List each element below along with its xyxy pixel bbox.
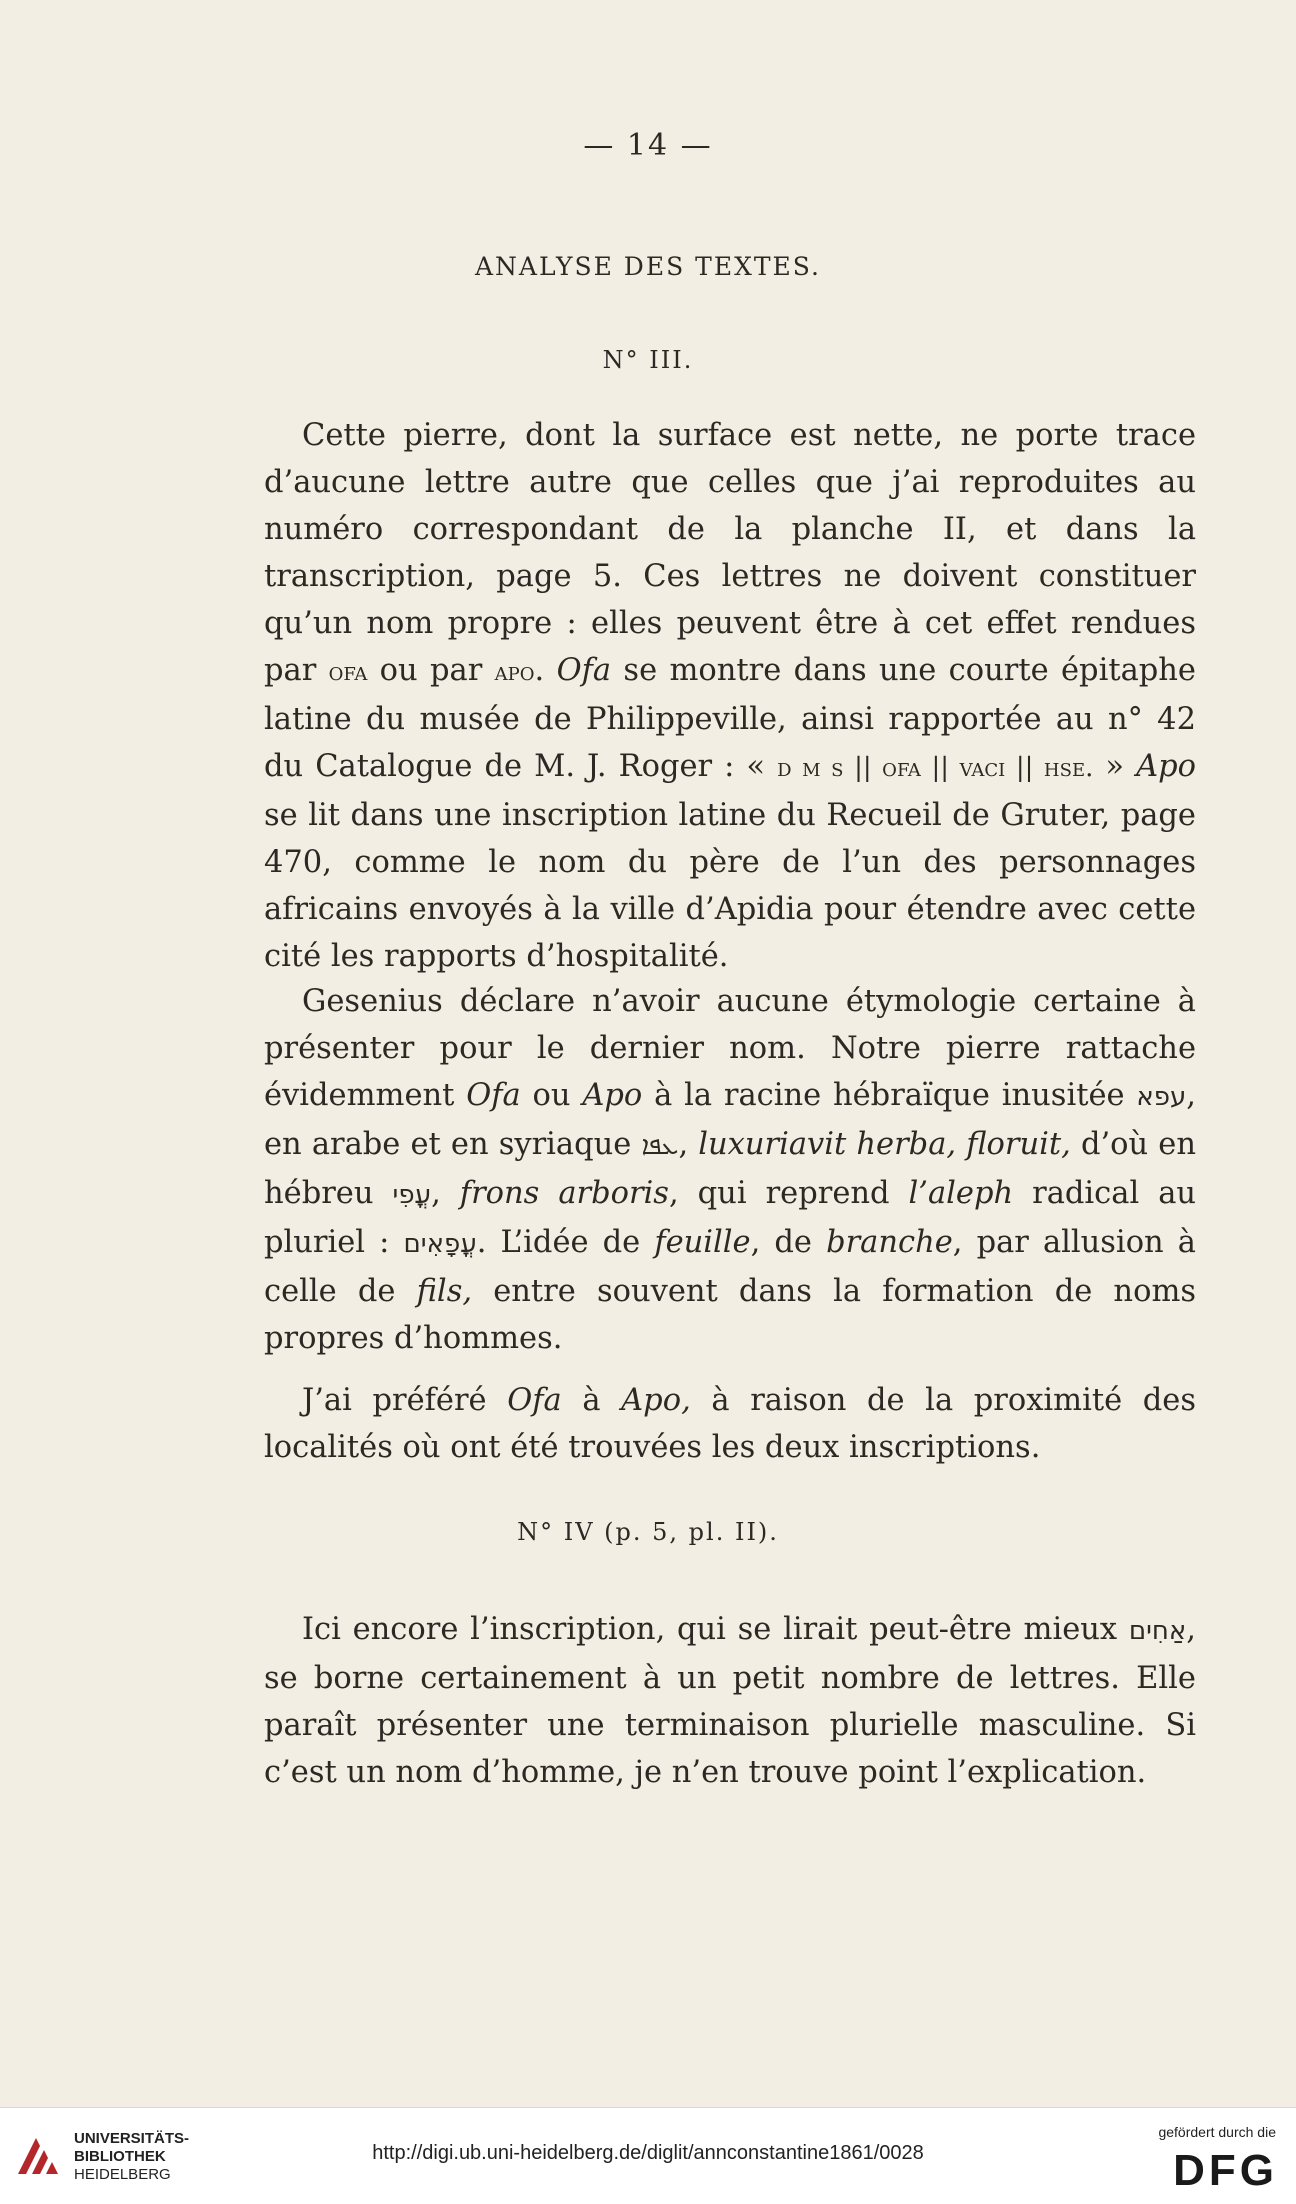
viewer-footer: [0, 2107, 1296, 2204]
paragraph-2: Gesenius déclare n’avoir aucune étymologie certaine à présenter pour le dernier nom. Notre pierre rattache évidemment Ofa ou Apo à la racine hébraïque inusitée עפא, en arabe et en syriaque ܥܦܐ, luxuriavit herba, floruit, d’où en hébreu עֳפִי, frons arboris, qui reprend l’aleph radical au pluriel : עֳפָאִים. L’idée de feuille, de branche, par allusion à celle de fils, entre souvent dans la formation de noms propres d’hommes.: [264, 984, 1197, 1356]
permalink-url[interactable]: http://digi.ub.uni-heidelberg.de/diglit/annconstantine1861/0028: [372, 2142, 924, 2164]
subsection-heading-iv: N° IV (p. 5, pl. II).: [517, 1518, 779, 1546]
paragraph-3: J’ai préféré Ofa à Apo, à raison de la proximité des localités où ont été trouvées les deux inscriptions.: [264, 1383, 1196, 1465]
funding-note: gefördert durch die: [1158, 2124, 1276, 2140]
library-name: UNIVERSITÄTS- BIBLIOTHEK HEIDELBERG: [74, 2130, 190, 2183]
paragraph-4: Ici encore l’inscription, qui se lirait peut-être mieux אַחִים, se borne certainement à un petit nombre de lettres. Elle paraît présenter une terminaison plurielle masculine. Si c’est un nom d’homme, je n’en trouve point l’explication.: [264, 1612, 1196, 1790]
page-number: — 14 —: [583, 128, 713, 163]
subsection-heading-iii: N° III.: [602, 346, 694, 374]
dfg-logo: DFG: [1173, 2146, 1278, 2195]
section-title: ANALYSE DES TEXTES.: [474, 252, 821, 281]
paragraph-1: Cette pierre, dont la surface est nette, ne porte trace d’aucune lettre autre que celles que j’ai reproduites au numéro correspondant de la planche II, et dans la transcription, page 5. Ces lettres ne doivent constituer qu’un nom propre : elles peuvent être à cet effet rendues par ofa ou par apo. Ofa se montre dans une courte épitaphe latine du musée de Philippeville, ainsi rapportée au n° 42 du Catalogue de M. J. Roger : « d m s || ofa || vaci || hse. » Apo se lit dans une inscription latine du Recueil de Gruter, page 470, comme le nom du père de l’un des personnages africains envoyés à la ville d’Apidia pour étendre avec cette cité les rapports d’hospitalité.: [264, 418, 1196, 974]
